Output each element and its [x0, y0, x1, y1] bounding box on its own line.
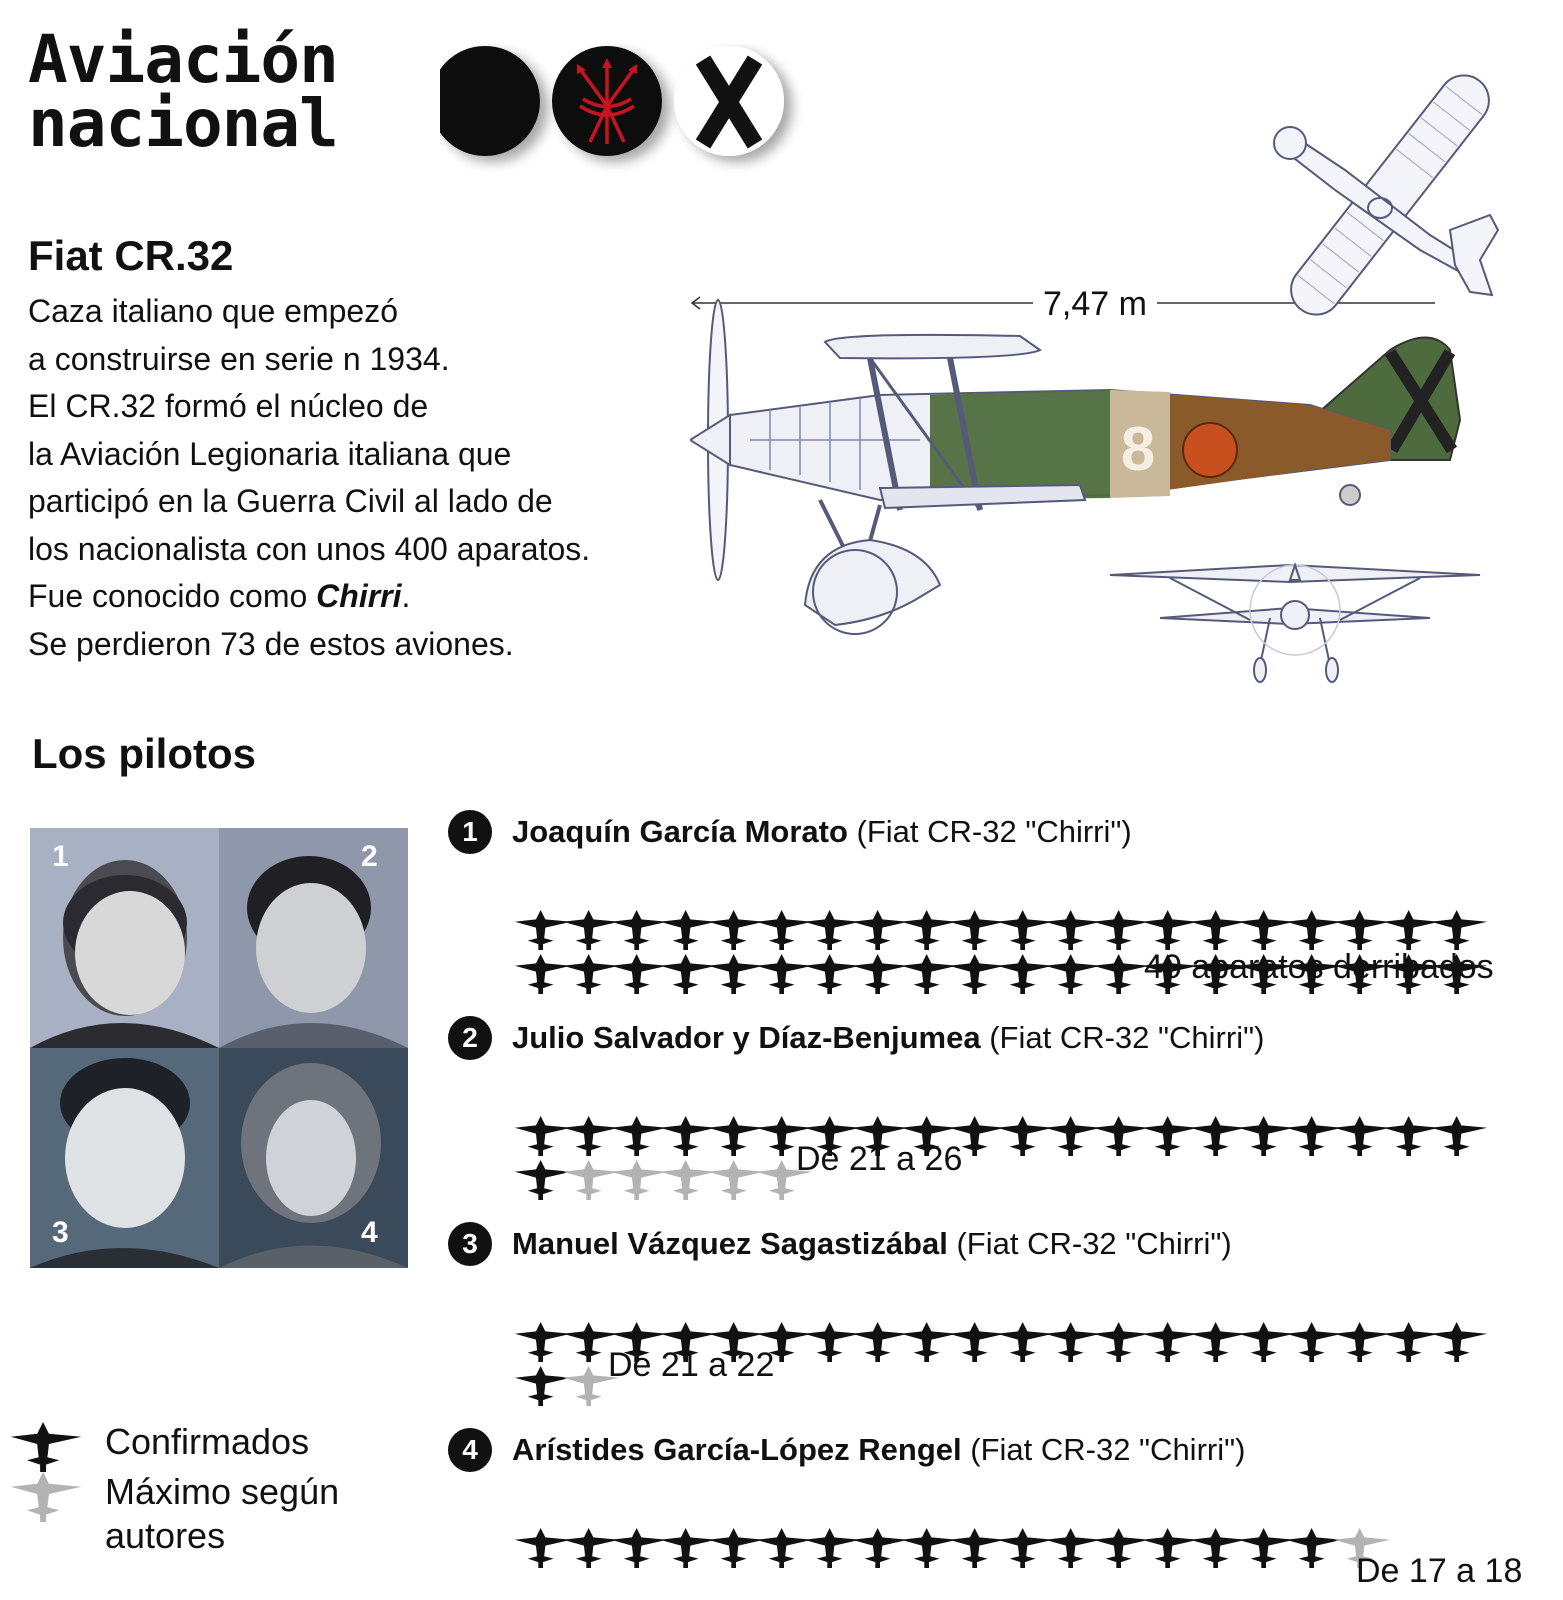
title-line-2: nacional: [28, 85, 338, 162]
section-title-pilots: Los pilotos: [32, 730, 256, 777]
pilot-number-badge: 3: [448, 1222, 492, 1266]
description-line: El CR.32 formó el núcleo de: [28, 388, 429, 424]
description-line: Caza italiano que empezó: [28, 293, 399, 329]
legend-maximum-label-1: Máximo según: [105, 1471, 340, 1512]
pilot-header: [448, 1222, 1558, 1266]
page-title: [28, 21, 408, 162]
pilot-header: [448, 1016, 1558, 1060]
photo-number: 1: [52, 840, 69, 873]
nickname: Chirri: [316, 578, 402, 614]
description-line: a construirse en serie n 1934.: [28, 340, 450, 377]
yoke-and-arrows-icon: [552, 46, 662, 156]
confirmed-kill-plane-icon: [1428, 1116, 1490, 1156]
pilot-aircraft: (Fiat CR-32 "Chirri"): [956, 1226, 1232, 1261]
pilot-number-badge: 2: [448, 1016, 492, 1060]
pilot-aircraft: (Fiat CR-32 "Chirri"): [856, 814, 1132, 849]
pilot-entry-4: [448, 1428, 1558, 1600]
legend-maximum-label-2: autores: [105, 1515, 226, 1556]
photo-number: 2: [361, 840, 378, 873]
description-text: .: [401, 578, 411, 614]
pilot-name: Julio Salvador y Díaz-Benjumea: [512, 1020, 981, 1055]
pilot-photo-4: [219, 1048, 408, 1268]
kill-count-label: De 21 a 26: [796, 1140, 963, 1178]
pilot-aircraft: (Fiat CR-32 "Chirri"): [970, 1432, 1246, 1467]
pilot-photo-3: [30, 1048, 219, 1268]
pilot-name-line: [512, 1016, 1264, 1060]
maximum-plane-icon: [10, 1472, 82, 1522]
squadron-emblem-icon: [1183, 423, 1237, 477]
photo-number: 4: [361, 1216, 378, 1249]
top-view-plane-icon: [1274, 65, 1499, 324]
description-text: Fue conocido como: [28, 578, 317, 614]
pilot-header: [448, 810, 1558, 854]
title-line-1: Aviación: [28, 21, 338, 98]
pilot-name: Arístides García-López Rengel: [512, 1432, 962, 1467]
confirmed-plane-icon: [10, 1422, 82, 1472]
pilot-aircraft: (Fiat CR-32 "Chirri"): [989, 1020, 1265, 1055]
black-disc-icon: [440, 46, 540, 156]
aircraft-name: Fiat CR.32: [28, 232, 234, 279]
pilot-entry-2: [448, 1016, 1558, 1196]
photo-number: 3: [52, 1216, 69, 1249]
pilot-photo-1: [30, 828, 219, 1048]
pilot-header: [448, 1428, 1558, 1472]
wingspan-label: 7,47 m: [1033, 285, 1157, 324]
pilot-name: Joaquín García Morato: [512, 814, 848, 849]
front-view-plane-icon: [1110, 565, 1480, 682]
confirmed-kill-plane-icon: [1428, 910, 1490, 950]
pilot-entry-3: [448, 1222, 1558, 1402]
pilot-photos: [30, 828, 408, 1268]
fuselage-number: 8: [1120, 415, 1156, 484]
description-line: Se perdieron 73 de estos aviones.: [28, 625, 514, 662]
legend: [10, 1422, 410, 1600]
pilot-photo-2: [219, 828, 408, 1048]
pilot-number-badge: 1: [448, 810, 492, 854]
description-line: los nacionalista con unos 400 aparatos.: [28, 530, 591, 567]
pilot-name: Manuel Vázquez Sagastizábal: [512, 1226, 948, 1261]
kill-count-label: 40 aparatos derribados: [1144, 948, 1494, 986]
description-line: la Aviación Legionaria italiana que: [28, 435, 512, 472]
kill-count-label: De 21 a 22: [608, 1346, 775, 1384]
pilot-name-line: [512, 810, 1132, 854]
legend-confirmed-label: Confirmados: [105, 1421, 310, 1462]
aircraft-description: [28, 288, 678, 668]
pilot-name-line: [512, 1428, 1245, 1472]
pilot-entry-1: [448, 810, 1558, 1010]
side-view-plane-icon: [690, 300, 1460, 634]
pilot-number-badge: 4: [448, 1428, 492, 1472]
kill-count-label: De 17 a 18: [1356, 1552, 1523, 1590]
pilot-name-line: [512, 1222, 1232, 1266]
description-line: [28, 573, 678, 621]
description-line: participó en la Guerra Civil al lado de: [28, 483, 553, 519]
aircraft-illustration: [690, 20, 1560, 700]
confirmed-kill-plane-icon: [1428, 1322, 1490, 1362]
